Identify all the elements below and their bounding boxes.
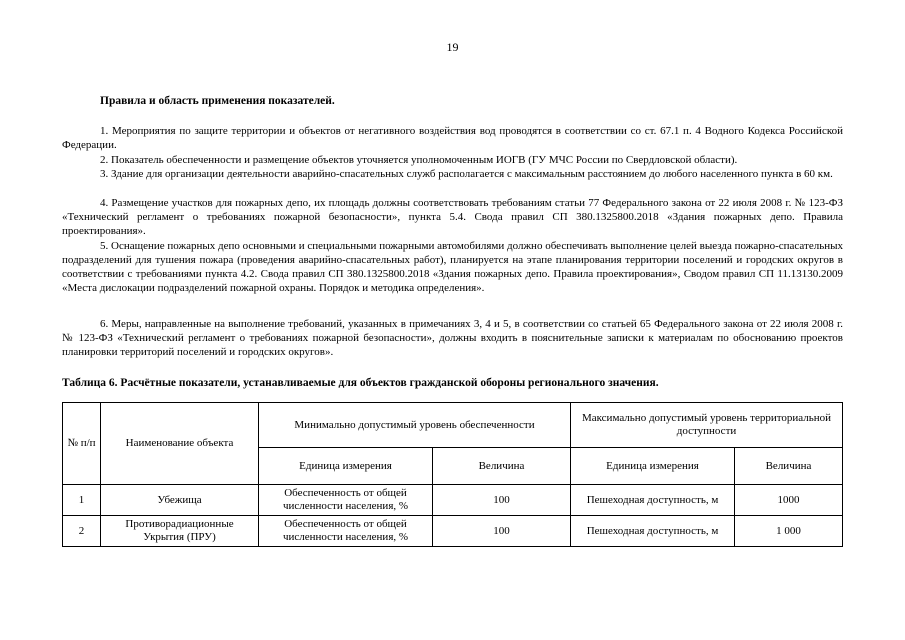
row-num: 2 (63, 516, 101, 547)
header-max-unit: Единица измерения (571, 448, 735, 485)
row-name: Противорадиационные Укрытия (ПРУ) (101, 516, 259, 547)
header-max-value: Величина (735, 448, 843, 485)
section-title: Правила и область применения показателей. (100, 95, 335, 107)
row-min-unit: Обеспеченность от общей численности населения, % (259, 485, 433, 516)
rule-paragraph-3: 3. Здание для организации деятельности аварийно-спасательных служб располагается с максимальным расстоянием до любого населенного пункта в 60 км. (100, 168, 833, 180)
row-min-value: 100 (433, 516, 571, 547)
row-max-value: 1000 (735, 485, 843, 516)
header-max-group: Максимально допустимый уровень территориальной доступности (571, 403, 843, 448)
header-min-value: Величина (433, 448, 571, 485)
row-num: 1 (63, 485, 101, 516)
header-min-group: Минимально допустимый уровень обеспеченности (259, 403, 571, 448)
header-min-unit: Единица измерения (259, 448, 433, 485)
rule-paragraph-6: 6. Меры, направленные на выполнение требований, указанных в примечаниях 3, 4 и 5, в соответствии со статьей 65 Федерального закона от 22 июля 2008 г. № 123-ФЗ «Технический регламент о требованиях пожарной безопасности», должны входить в пояснительные записки к материалам по обоснованию проектов планировки территорий поселений и городских округов». (62, 318, 843, 358)
indicators-table (62, 402, 843, 547)
row-max-unit: Пешеходная доступность, м (571, 516, 735, 547)
header-name: Наименование объекта (101, 403, 259, 485)
row-max-unit: Пешеходная доступность, м (571, 485, 735, 516)
rule-paragraph-1: 1. Мероприятия по защите территории и объектов от негативного воздействия вод проводятся в соответствии со ст. 67.1 п. 4 Водного Кодекса Российской Федерации. (62, 125, 843, 151)
row-min-unit: Обеспеченность от общей численности населения, % (259, 516, 433, 547)
table-header-row (63, 403, 843, 448)
rule-paragraph-4: 4. Размещение участков для пожарных депо, их площадь должны соответствовать требованиям статьи 77 Федерального закона от 22 июля 2008 г. № 123-ФЗ «Технический регламент о требованиях пожарной безопасности», пункта 5.4. Свода правил СП 380.1325800.2018 «Здания пожарных депо. Правила проектирования». (62, 197, 843, 237)
header-num: № п/п (63, 403, 101, 485)
table-title: Таблица 6. Расчётные показатели, устанавливаемые для объектов гражданской обороны регионального значения. (62, 377, 659, 389)
page-number: 19 (446, 40, 459, 54)
rule-paragraph-2: 2. Показатель обеспеченности и размещение объектов уточняется уполномоченным ИОГВ (ГУ МЧС России по Свердловской области). (100, 154, 738, 166)
row-min-value: 100 (433, 485, 571, 516)
row-max-value: 1 000 (735, 516, 843, 547)
table-row (63, 516, 843, 547)
table-row (63, 485, 843, 516)
row-name: Убежища (101, 485, 259, 516)
rule-paragraph-5: 5. Оснащение пожарных депо основными и специальными пожарными автомобилями должно обеспечивать выполнение целей выезда пожарно-спасательных подразделений для тушения пожара (проведения аварийно-спасательных работ), планируется на этапе планирования территории поселений и городских округов в соответствии с требованиями пункта 4.2. Свода правил СП 380.1325800.2018 «Здания пожарных депо. Правила проектирования», Сводом правил СП 11.13130.2009 «Места дислокации подразделений пожарной охраны. Порядок и методика определения». (62, 240, 843, 294)
